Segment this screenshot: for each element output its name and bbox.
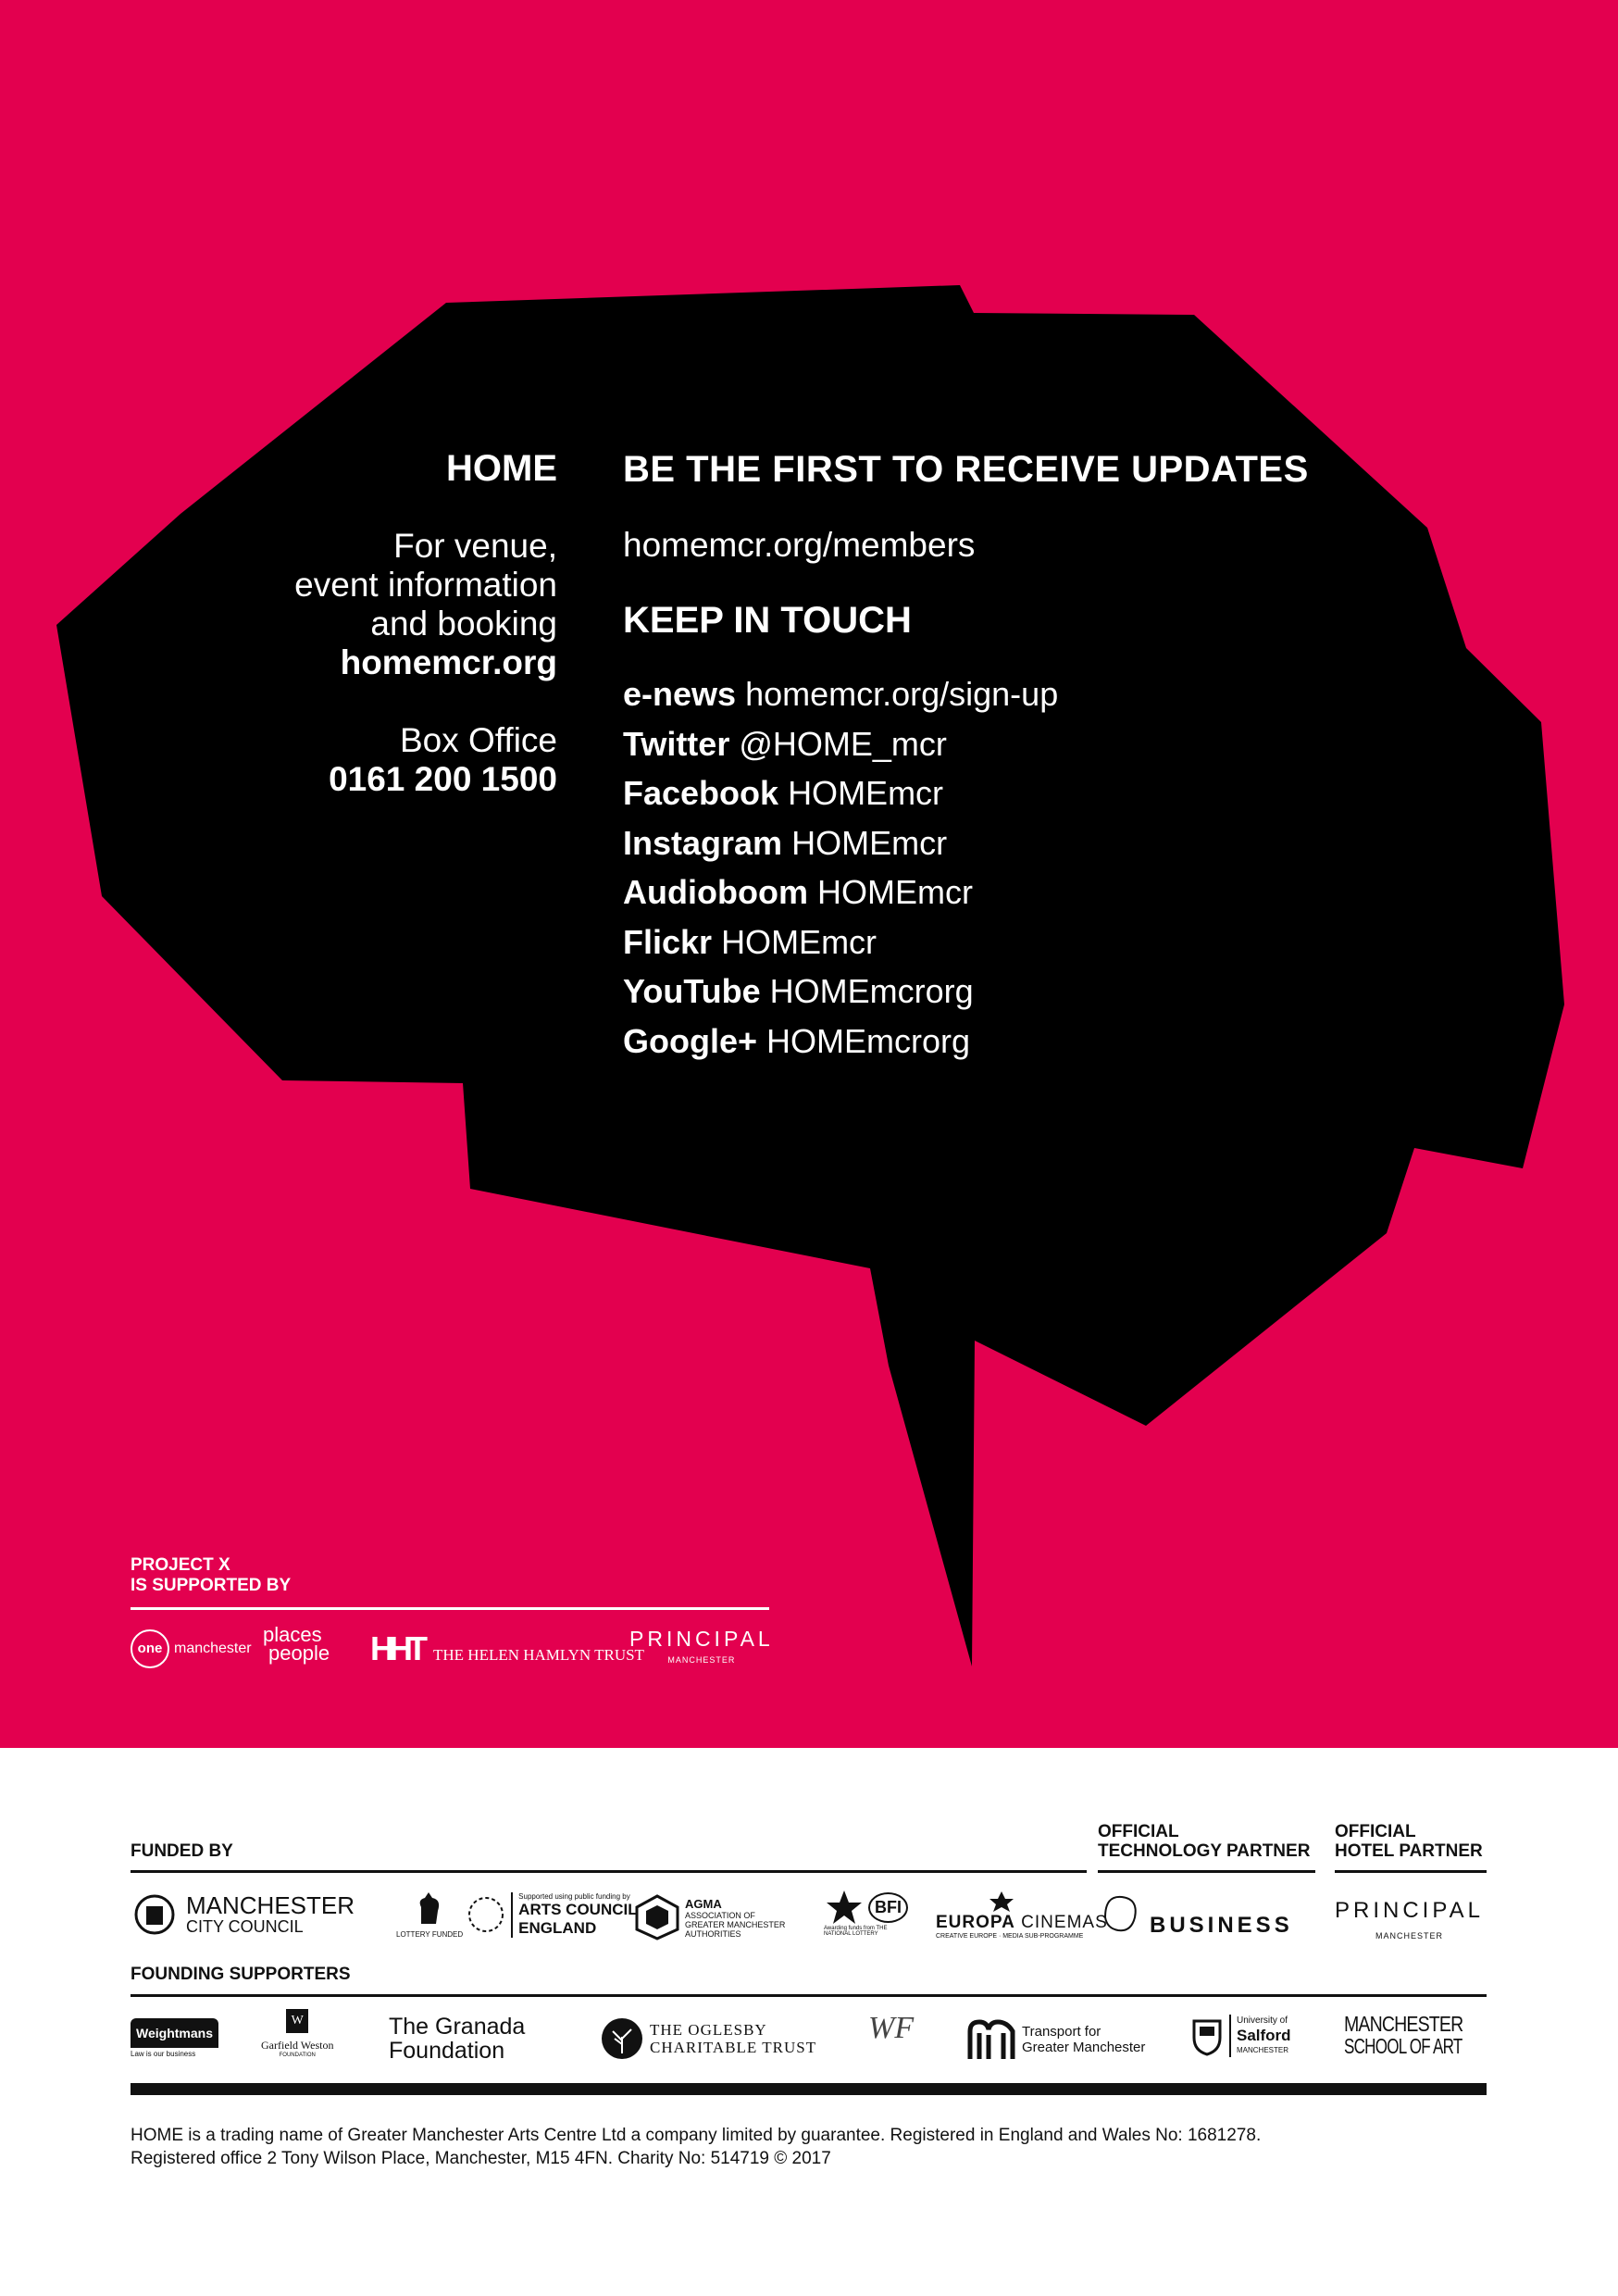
salford-line-1: University of: [1237, 2015, 1288, 2026]
weightmans-text: Weightmans: [131, 2018, 218, 2048]
principal-subtext: MANCHESTER: [667, 1655, 736, 1665]
one-manchester-badge: one: [131, 1629, 169, 1668]
tech-partner-label: [1098, 1822, 1310, 1861]
salford-crest-icon: [1190, 2015, 1224, 2056]
salford-line-3: MANCHESTER: [1237, 2046, 1289, 2054]
funded-by-rule: [131, 1870, 1087, 1873]
weightmans-logo: [131, 2018, 218, 2058]
legal-text: [131, 2124, 1261, 2170]
manchester-school-of-art-logo: [1344, 2013, 1503, 2057]
venue-info: [294, 449, 557, 799]
social-handle: HOMEmcr: [721, 922, 877, 961]
social-handle: HOMEmcr: [791, 823, 948, 862]
venue-website-link[interactable]: homemcr.org: [340, 643, 557, 681]
principal-text: PRINCIPAL: [629, 1627, 774, 1651]
social-network-name: Instagram: [623, 823, 783, 862]
one-manchester-logo: [131, 1629, 252, 1668]
venue-title: HOME: [446, 448, 557, 489]
arts-council-england-logo: [396, 1890, 638, 1939]
ace-small-text: Supported using public funding by: [518, 1891, 630, 1901]
hotel-partner-label-line-2: HOTEL PARTNER: [1335, 1841, 1483, 1861]
hamlyn-text: THE HELEN HAMLYN TRUST: [433, 1646, 644, 1664]
social-row[interactable]: [623, 1017, 1309, 1067]
social-handle: HOMEmcrorg: [769, 972, 974, 1010]
social-row[interactable]: [623, 669, 1309, 719]
hotel-partner-label-line-1: OFFICIAL: [1335, 1822, 1416, 1841]
bfi-lottery-logo: [824, 1889, 908, 1937]
lottery-funded-text: LOTTERY FUNDED: [396, 1930, 464, 1939]
lottery-star-icon: [824, 1889, 865, 1926]
salford-line-2: Salford: [1237, 2027, 1291, 2044]
business-text: BUSINESS: [1150, 1913, 1293, 1938]
hamlyn-mark: HHT: [370, 1629, 422, 1667]
agma-line-1: AGMA: [685, 1896, 722, 1911]
updates-info: [623, 449, 1309, 1066]
social-row[interactable]: [623, 917, 1309, 967]
europa-cinemas-text: CINEMAS: [1021, 1913, 1108, 1932]
tfgm-line-2: Greater Manchester: [1022, 2040, 1146, 2055]
social-handle: HOMEmcr: [816, 873, 973, 911]
mcc-line-2: CITY COUNCIL: [186, 1917, 304, 1936]
social-row[interactable]: [623, 768, 1309, 818]
agma-line-3: GREATER MANCHESTER: [685, 1919, 786, 1929]
social-network-name: Audioboom: [623, 873, 808, 911]
tech-partner-label-line-2: TECHNOLOGY PARTNER: [1098, 1841, 1311, 1861]
members-url-link[interactable]: homemcr.org/members: [623, 526, 976, 564]
europa-subtext: CREATIVE EUROPE · MEDIA SUB-PROGRAMME: [936, 1933, 1084, 1940]
legal-line-2: Registered office 2 Tony Wilson Place, Manchester, M15 4FN. Charity No: 514719 © 2017: [131, 2149, 831, 2168]
granada-foundation-logo: [389, 2015, 525, 2063]
funded-by-label: FUNDED BY: [131, 1841, 233, 1861]
msa-line-1: MANCHESTER: [1344, 2012, 1463, 2036]
europa-bold: EUROPA: [936, 1913, 1015, 1932]
granada-line-2: Foundation: [389, 2038, 505, 2064]
social-list: [623, 669, 1309, 1066]
legal-line-1: HOME is a trading name of Greater Manchester Arts Centre Ltd a company limited by guarantee. Registered in England and Wales No: 1681278.: [131, 2126, 1262, 2145]
tech-partner-label-line-1: OFFICIAL: [1098, 1822, 1179, 1841]
venue-info-line-3: and booking: [370, 605, 557, 643]
garfield-weston-logo: [261, 2009, 333, 2058]
tfgm-m-icon: [966, 2018, 1016, 2061]
lottery-hand-icon: [414, 1890, 445, 1926]
garfield-mark: W: [286, 2009, 308, 2033]
tfgm-logo: [966, 2018, 1145, 2061]
venue-info-line-1: For venue,: [393, 527, 557, 565]
hotel-partner-rule: [1335, 1870, 1487, 1873]
keep-in-touch-heading: KEEP IN TOUCH: [623, 600, 912, 641]
helen-hamlyn-trust-logo: [370, 1629, 644, 1668]
tech-partner-rule: [1098, 1870, 1315, 1873]
wolfson-monogram: WF: [868, 2011, 915, 2045]
social-network-name: Google+: [623, 1021, 758, 1060]
principal-subtext: MANCHESTER: [1375, 1931, 1443, 1940]
garfield-text: Garfield Weston: [261, 2039, 334, 2052]
principal-text: PRINCIPAL: [1335, 1898, 1484, 1923]
virgin-icon: [1098, 1890, 1146, 1938]
social-handle: HOMEmcrorg: [766, 1021, 971, 1060]
oglesby-line-1: THE OGLESBY: [650, 2021, 767, 2039]
places-people-line-1: places: [263, 1623, 322, 1646]
social-network-name: YouTube: [623, 972, 761, 1010]
places-people-line-2: people: [268, 1641, 330, 1665]
updates-heading: BE THE FIRST TO RECEIVE UPDATES: [623, 449, 1309, 490]
university-of-salford-logo: [1190, 2015, 1291, 2057]
agma-logo: [635, 1894, 785, 1940]
project-support-label: [131, 1555, 291, 1596]
coat-of-arms-icon: [131, 1891, 179, 1938]
social-network-name: Twitter: [623, 724, 730, 763]
social-network-name: e-news: [623, 675, 737, 713]
hotel-partner-label: [1335, 1822, 1483, 1861]
project-support-label-line-1: PROJECT X: [131, 1555, 230, 1575]
mcc-line-1: MANCHESTER: [186, 1891, 355, 1919]
tree-icon: [600, 2016, 644, 2061]
manchester-city-council-logo: [131, 1891, 355, 1938]
oglesby-trust-logo: [600, 2016, 816, 2061]
principal-hotel-logo-top: [629, 1627, 774, 1665]
venue-info-line-2: event information: [294, 566, 557, 604]
europa-cinemas-logo: [936, 1890, 1108, 1940]
social-network-name: Flickr: [623, 922, 713, 961]
weightmans-subtext: Law is our business: [131, 2050, 196, 2058]
places-for-people-logo: [263, 1623, 330, 1665]
oglesby-line-2: CHARITABLE TRUST: [650, 2039, 817, 2056]
social-row[interactable]: [623, 967, 1309, 1017]
principal-hotel-logo: [1335, 1898, 1484, 1940]
tfgm-line-1: Transport for: [1022, 2024, 1101, 2040]
social-row[interactable]: [623, 719, 1309, 769]
founding-supporters-label: FOUNDING SUPPORTERS: [131, 1965, 351, 1984]
social-row[interactable]: [623, 818, 1309, 868]
granada-line-1: The Granada: [389, 2014, 526, 2040]
bfi-text: BFI: [868, 1892, 908, 1923]
footer-bar: [131, 2083, 1487, 2095]
ace-line-1: ARTS COUNCIL: [518, 1900, 638, 1918]
virgin-business-logo: [1098, 1889, 1293, 1939]
ace-line-2: ENGLAND: [518, 1918, 597, 1937]
founding-rule: [131, 1994, 1487, 1997]
agma-cubes-icon: [635, 1894, 679, 1940]
arts-council-circle-icon: [465, 1893, 507, 1936]
social-network-name: Facebook: [623, 774, 779, 812]
agma-line-4: AUTHORITIES: [685, 1928, 741, 1939]
agma-line-2: ASSOCIATION OF: [685, 1910, 755, 1920]
social-row[interactable]: [623, 867, 1309, 917]
social-handle: homemcr.org/sign-up: [745, 675, 1059, 713]
msa-line-2: SCHOOL OF ART: [1344, 2034, 1462, 2058]
bfi-subtext: Awarding funds from THE NATIONAL LOTTERY: [824, 1926, 888, 1937]
social-handle: @HOME_mcr: [739, 724, 947, 763]
social-handle: HOMEmcr: [788, 774, 944, 812]
garfield-subtext: FOUNDATION: [279, 2053, 316, 2058]
star-icon: [988, 1890, 1015, 1913]
box-office-phone[interactable]: 0161 200 1500: [329, 760, 557, 798]
one-manchester-text: manchester: [174, 1641, 252, 1656]
project-support-label-line-2: IS SUPPORTED BY: [131, 1576, 292, 1595]
support-divider: [131, 1607, 769, 1610]
wolfson-foundation-logo: [868, 2011, 914, 2046]
box-office-label: Box Office: [399, 721, 557, 759]
